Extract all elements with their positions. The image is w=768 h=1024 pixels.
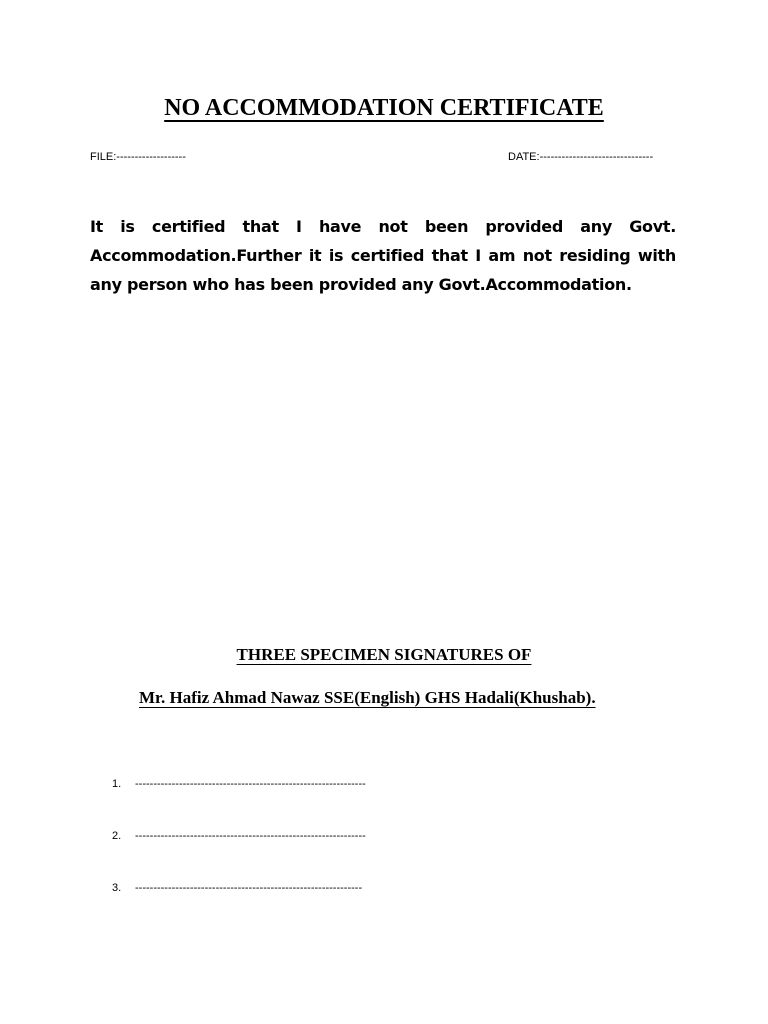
specimen-heading-text: THREE SPECIMEN SIGNATURES OF [236, 645, 532, 664]
signature-item-2 [112, 826, 432, 878]
signature-item-3 [112, 878, 432, 930]
signature-list [112, 774, 432, 930]
signature-number: 3. [112, 882, 122, 894]
specimen-heading [0, 644, 768, 666]
date-field: DATE:------------------------------- [508, 151, 654, 163]
signature-line: --------------------------------------------------------------- [135, 778, 366, 790]
document-title [0, 93, 768, 123]
signature-item-1 [112, 774, 432, 826]
signature-line: --------------------------------------------------------------- [135, 830, 366, 842]
signature-line: -------------------------------------------------------------- [135, 882, 363, 894]
signature-number: 1. [112, 778, 122, 790]
file-field: FILE:------------------- [90, 151, 186, 163]
specimen-name: Mr. Hafiz Ahmad Nawaz SSE(English) GHS Hadali(Khushab). [139, 688, 596, 707]
signature-number: 2. [112, 830, 122, 842]
document-title-text: NO ACCOMMODATION CERTIFICATE [164, 95, 604, 121]
certificate-body: It is certified that I have not been provided any Govt. Accommodation.Further it is certified that I am not residing with any person who has been provided any Govt.Accommodation. [90, 217, 676, 294]
